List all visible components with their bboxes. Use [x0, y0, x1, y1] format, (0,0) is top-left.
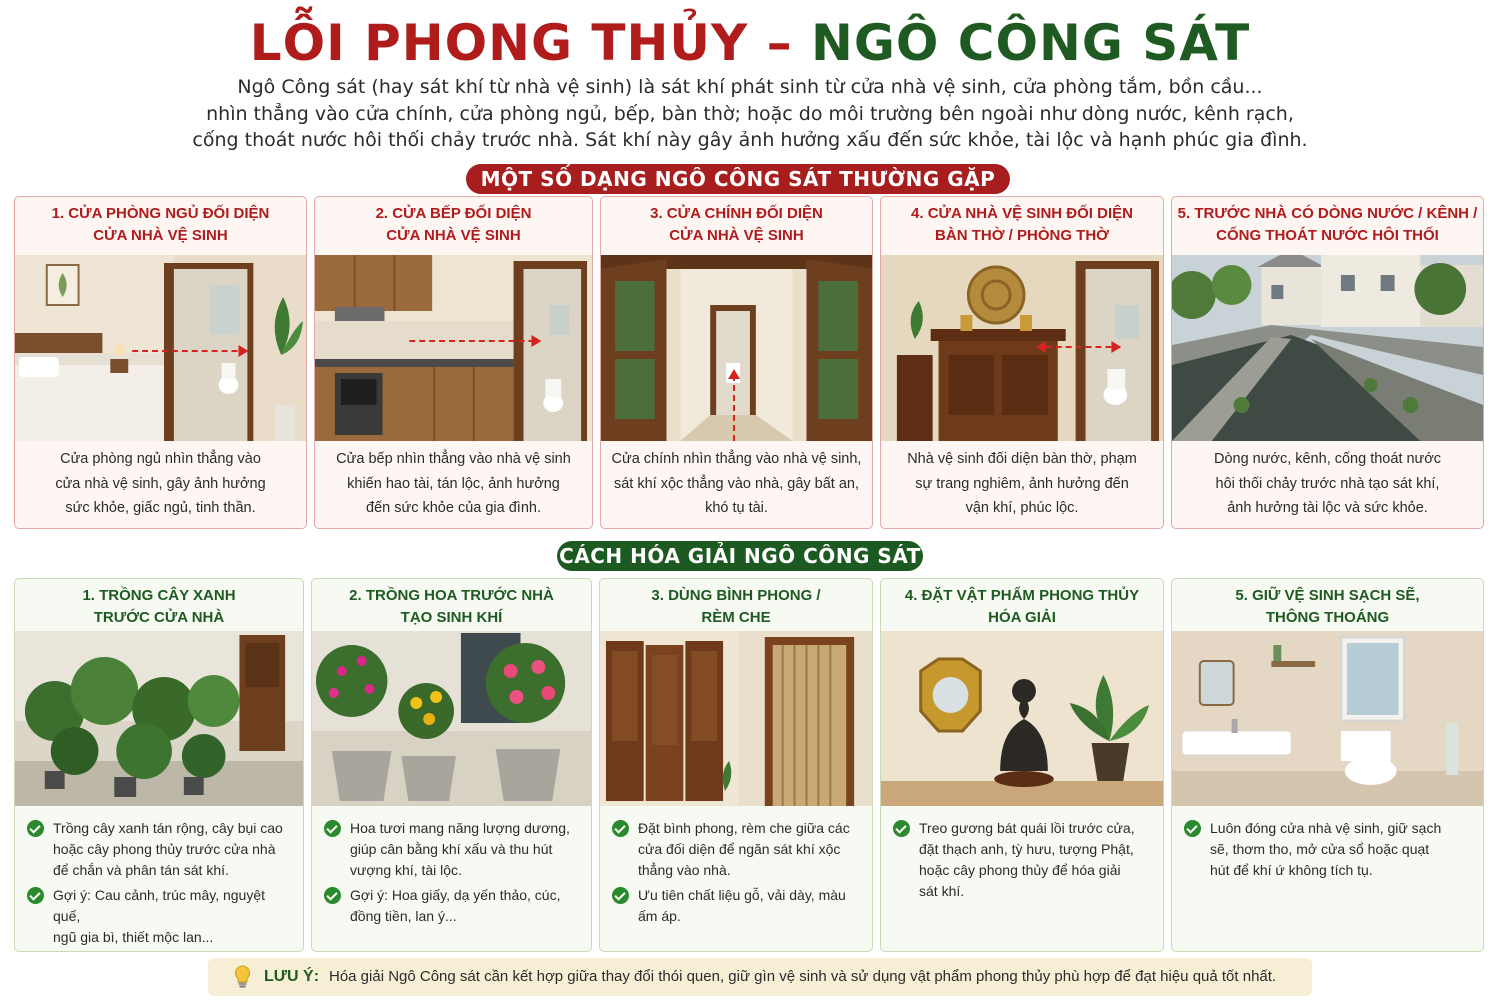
card-title: 4. ĐẶT VẬT PHẨM PHONG THỦY HÓA GIẢI [904, 587, 1140, 626]
list-item: Hoa tươi mang năng lượng dương, giúp cân bằng khí xấu và thu hút vượng khí, tài lộc. [324, 818, 579, 881]
flowers-photo [312, 631, 591, 806]
list-item: Đặt bình phong, rèm che giữa các cửa đối diện để ngăn sát khí xộc thẳng vào nhà. [612, 818, 860, 881]
intro-paragraph [150, 74, 1350, 154]
main-door-bathroom-photo [601, 255, 872, 441]
list-item: Luôn đóng cửa nhà vệ sinh, giữ sạch sẽ, thơm tho, mở cửa sổ hoặc quạt hút để khí ứ không tích tụ. [1184, 818, 1471, 881]
altar-bathroom-photo [881, 255, 1163, 441]
list-item: Treo gương bát quái lồi trước cửa, đặt thạch anh, tỳ hưu, tượng Phật, hoặc cây phong thủy để hóa giải sát khí. [893, 818, 1151, 902]
type-card-canal [1171, 196, 1484, 529]
remedy-card-flowers [311, 578, 592, 952]
type-card-main-door [600, 196, 873, 529]
list-item: Trồng cây xanh tán rộng, cây bụi cao hoặc cây phong thủy trước cửa nhà để chắn và phân tán sát khí. [27, 818, 291, 881]
card-title: 2. CỬA BẾP ĐỐI DIỆN CỬA NHÀ VỆ SINH [375, 205, 532, 244]
intro-line: Ngô Công sát (hay sát khí từ nhà vệ sinh) là sát khí phát sinh từ cửa nhà vệ sinh, cửa phòng tắm, bồn cầu... [237, 76, 1263, 98]
check-icon [612, 820, 629, 837]
bedroom-bathroom-photo [15, 255, 306, 441]
check-icon [27, 887, 44, 904]
card-title: 3. DÙNG BÌNH PHONG / RÈM CHE [651, 587, 821, 626]
green-plants-photo [15, 631, 303, 806]
title-part-red: LỖI PHONG THỦY – [249, 14, 793, 72]
type-card-kitchen [314, 196, 593, 529]
remedy-card-hygiene [1171, 578, 1484, 952]
note-box [208, 958, 1312, 996]
clean-bathroom-photo [1172, 631, 1483, 806]
card-description: Cửa chính nhìn thẳng vào nhà vệ sinh, sát khí xộc thẳng vào nhà, gây bất an, khó tụ tài. [611, 451, 862, 516]
intro-line: nhìn thẳng vào cửa chính, cửa phòng ngủ, bếp, bàn thờ; hoặc do môi trường bên ngoài như dòng nước, kênh rạch, [206, 102, 1294, 125]
type-card-altar [880, 196, 1164, 529]
bullet-list [312, 806, 591, 927]
card-title: 2. TRỒNG HOA TRƯỚC NHÀ TẠO SINH KHÍ [349, 587, 554, 626]
card-title: 1. CỬA PHÒNG NGỦ ĐỐI DIỆN CỬA NHÀ VỆ SINH [51, 205, 270, 244]
check-icon [893, 820, 910, 837]
remedy-card-items [880, 578, 1164, 952]
bullet-list [881, 806, 1163, 902]
remedy-card-screen [599, 578, 873, 952]
card-title: 4. CỬA NHÀ VỆ SINH ĐỐI DIỆN BÀN THỜ / PHÒNG THỜ [911, 205, 1133, 244]
remedy-card-trees [14, 578, 304, 952]
screen-curtain-photo [600, 631, 872, 806]
canal-photo [1172, 255, 1483, 441]
card-title: 1. TRỒNG CÂY XANH TRƯỚC CỬA NHÀ [82, 587, 236, 626]
check-icon [612, 887, 629, 904]
bullet-list [15, 806, 303, 948]
card-title: 5. TRƯỚC NHÀ CÓ DÒNG NƯỚC / KÊNH / CỐNG THOÁT NƯỚC HÔI THỐI [1177, 205, 1478, 244]
card-description: Nhà vệ sinh đối diện bàn thờ, phạm sự trang nghiêm, ảnh hưởng đến vận khí, phúc lộc. [907, 451, 1137, 516]
card-description: Dòng nước, kênh, cống thoát nước hôi thối chảy trước nhà tạo sát khí, ảnh hưởng tài lộc và sức khỏe. [1213, 451, 1442, 516]
card-title: 3. CỬA CHÍNH ĐỐI DIỆN CỬA NHÀ VỆ SINH [650, 205, 823, 244]
bullet-list [1172, 806, 1483, 881]
card-description: Cửa bếp nhìn thẳng vào nhà vệ sinh khiến hao tài, tán lộc, ảnh hưởng đến sức khỏe của gia đình. [336, 451, 571, 516]
note-text: Hóa giải Ngô Công sát cần kết hợp giữa thay đổi thói quen, giữ gìn vệ sinh và sử dụng vật phẩm phong thủy phù hợp để đạt hiệu quả tốt nhất. [329, 968, 1277, 985]
title-part-green: NGÔ CÔNG SÁT [792, 14, 1251, 72]
page-title [0, 12, 1500, 74]
intro-line: cống thoát nước hôi thối chảy trước nhà. Sát khí này gây ảnh hưởng xấu đến sức khỏe, tài lộc và hạnh phúc gia đình. [192, 129, 1308, 151]
bullet-list [600, 806, 872, 927]
check-icon [1184, 820, 1201, 837]
check-icon [27, 820, 44, 837]
kitchen-bathroom-photo [315, 255, 592, 441]
types-heading: MỘT SỐ DẠNG NGÔ CÔNG SÁT THƯỜNG GẶP [466, 164, 1010, 194]
check-icon [324, 820, 341, 837]
list-item: Gợi ý: Hoa giấy, dạ yến thảo, cúc, đồng tiền, lan ý... [324, 885, 579, 927]
note-label: LƯU Ý: [264, 968, 320, 985]
type-card-bedroom [14, 196, 307, 529]
feng-shui-items-photo [881, 631, 1163, 806]
card-description: Cửa phòng ngủ nhìn thẳng vào cửa nhà vệ sinh, gây ảnh hưởng sức khỏe, giấc ngủ, tinh thần. [55, 451, 266, 516]
card-title: 5. GIỮ VỆ SINH SẠCH SẼ, THÔNG THOÁNG [1235, 587, 1420, 626]
list-item: Gợi ý: Cau cảnh, trúc mây, nguyệt quế, ngũ gia bì, thiết mộc lan... [27, 885, 291, 948]
check-icon [324, 887, 341, 904]
remedies-heading: CÁCH HÓA GIẢI NGÔ CÔNG SÁT [557, 541, 923, 571]
lightbulb-icon [234, 965, 251, 989]
list-item: Ưu tiên chất liệu gỗ, vải dày, màu ấm áp. [612, 885, 860, 927]
